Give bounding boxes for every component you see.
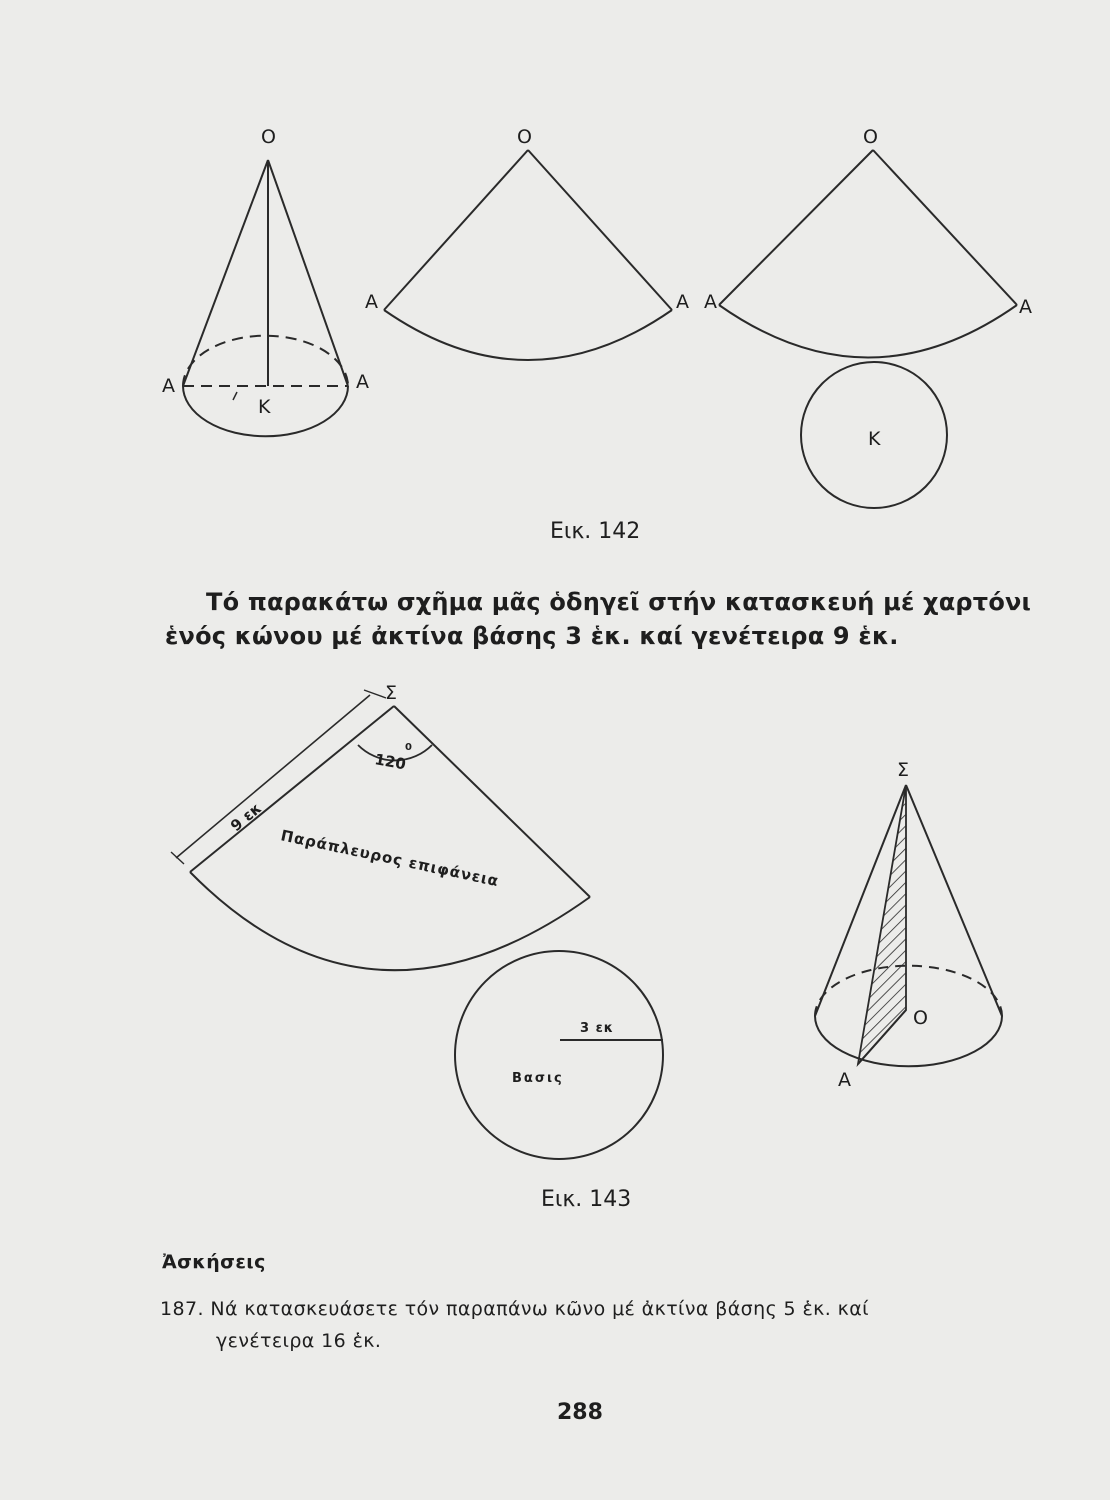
fig143-angle: 120: [373, 750, 408, 774]
fig142-net-center: K: [868, 428, 881, 450]
fig143-base-label: Βασις: [512, 1071, 564, 1086]
fig142-cone: [183, 160, 348, 436]
fig142-sector-apex: O: [517, 126, 532, 148]
fig143-slant-label: 9 εκ: [227, 798, 266, 836]
exercise-187-line-2: γενέτειρα 16 ἑκ.: [216, 1330, 382, 1352]
fig142-net: [719, 150, 1017, 508]
fig143-lateral-label: Παράπλευρος επιφάνεια: [279, 826, 501, 891]
figure-142: [183, 150, 1017, 508]
exercises-heading: Ἀσκήσεις: [162, 1251, 266, 1273]
fig143-degree: 0: [405, 742, 412, 753]
fig143-base: [455, 951, 663, 1159]
figure-143: [171, 690, 1002, 1159]
fig142-cone-apex: O: [261, 126, 276, 148]
fig143-cone-center: O: [913, 1007, 928, 1029]
fig143-cone: [815, 785, 1002, 1066]
fig142-net-left: A: [704, 291, 717, 313]
paragraph-line-2: ἑνός κώνου μέ ἀκτίνα βάσης 3 ἑκ. καί γενέτειρα 9 ἑκ.: [165, 622, 899, 650]
page-number: 288: [557, 1400, 603, 1425]
fig142-cone-right: A: [356, 371, 369, 393]
fig142-cone-center: K: [258, 396, 271, 418]
fig143-apex: Σ: [385, 682, 398, 704]
fig143-cone-point: A: [838, 1069, 851, 1091]
exercise-187-line-1: 187. Νά κατασκευάσετε τόν παραπάνω κῶνο μέ ἀκτίνα βάσης 5 ἑκ. καί: [160, 1298, 869, 1320]
fig142-cone-left: A: [162, 375, 175, 397]
fig142-net-apex: O: [863, 126, 878, 148]
fig143-cone-apex: Σ: [897, 759, 910, 781]
fig143-caption: Εικ. 143: [541, 1187, 632, 1212]
paragraph-line-1: Τό παρακάτω σχῆμα μᾶς ὁδηγεῖ στήν κατασκευή μέ χαρτόνι: [206, 588, 1032, 616]
fig143-radius-label: 3 εκ: [580, 1021, 615, 1036]
fig142-net-right: A: [1019, 296, 1032, 318]
fig142-sector-right: A: [676, 291, 689, 313]
fig142-caption: Εικ. 142: [550, 519, 641, 544]
fig142-sector: [384, 150, 672, 360]
fig142-sector-left: A: [365, 291, 378, 313]
